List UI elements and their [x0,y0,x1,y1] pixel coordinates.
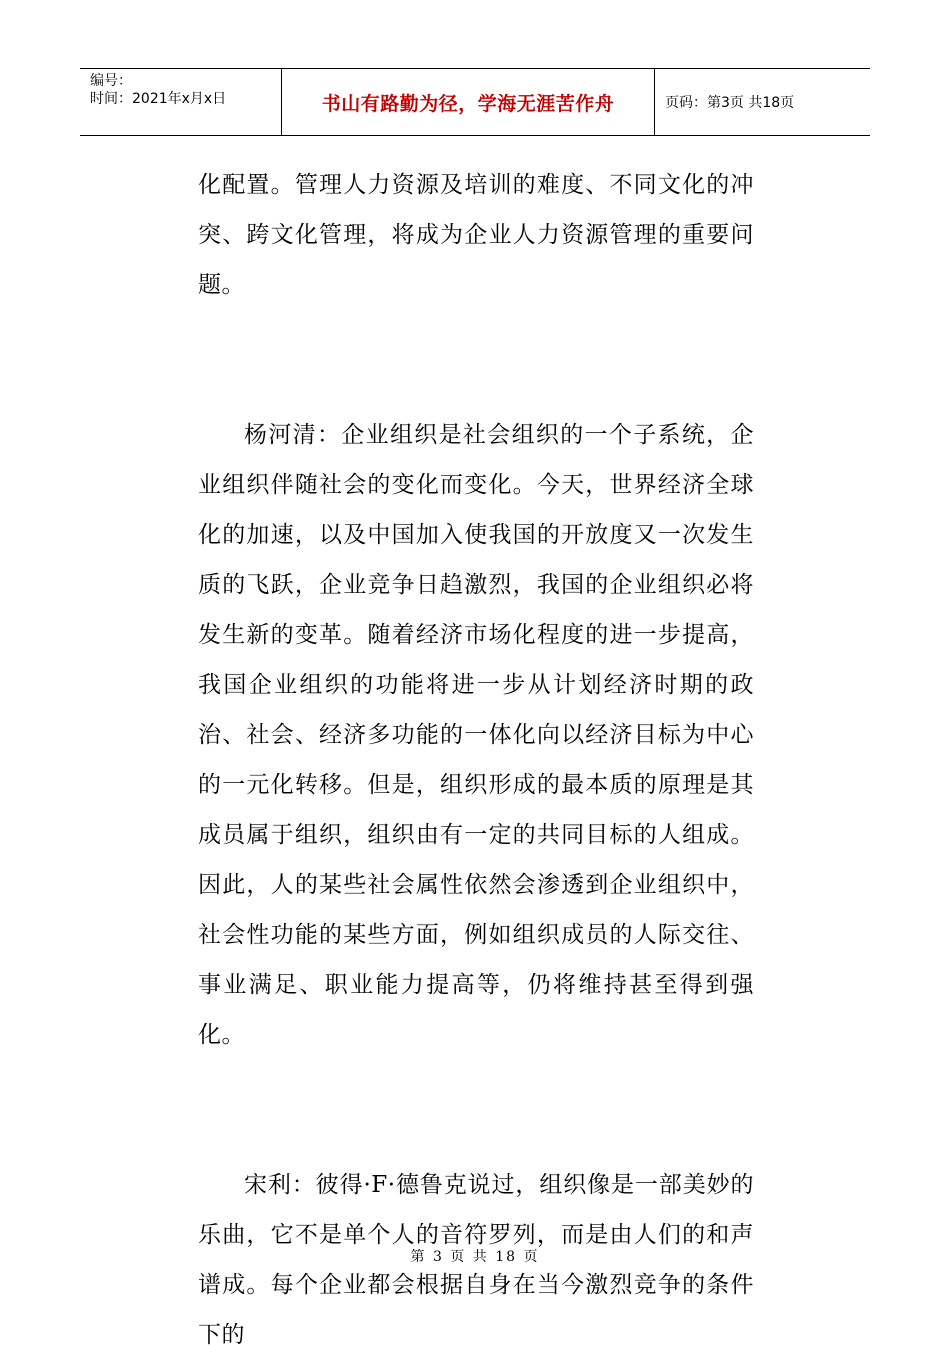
paragraph-gap [198,1060,754,1160]
paragraph-gap [198,310,754,410]
page-footer: 第 3 页 共 18 页 [410,1249,540,1265]
time-label: 时间：2021年x月x日 [90,91,227,107]
header-motto: 书山有路勤为径，学海无涯苦作舟 [321,92,615,115]
paragraph-song-li: 宋利：彼得·F·德鲁克说过，组织像是一部美妙的乐曲，它不是单个人的音符罗列，而是由人们的和声谱成。每个企业都会根据自身在当今激烈竞争的条件下的 [198,1172,754,1348]
serial-number-label: 编号： [90,73,132,89]
header-motto-cell [282,69,655,135]
paragraph-yang-heqing: 杨河清：企业组织是社会组织的一个子系统，企业组织伴随社会的变化而变化。今天，世界经济全球化的加速，以及中国加入使我国的开放度又一次发生质的飞跃，企业竞争日趋激烈，我国的企业组织必将发生新的变革。随着经济市场化程度的进一步提高，我国企业组织的功能将进一步从计划经济时期的政治、社会、经济多功能的一体化向以经济目标为中心的一元化转移。但是，组织形成的最本质的原理是其成员属于组织，组织由有一定的共同目标的人组成。因此，人的某些社会属性依然会渗透到企业组织中，社会性功能的某些方面，例如组织成员的人际交往、事业满足、职业能力提高等，仍将维持甚至得到强化。 [198,422,754,1048]
document-body [198,160,754,1360]
header-page-info: 页码：第3页 共18页 [665,95,795,111]
header-meta-cell [80,69,282,135]
paragraph-continued: 化配置。管理人力资源及培训的难度、不同文化的冲突、跨文化管理，将成为企业人力资源管理的重要问题。 [198,172,754,298]
header-page-cell [655,69,870,135]
page-header [80,68,870,136]
